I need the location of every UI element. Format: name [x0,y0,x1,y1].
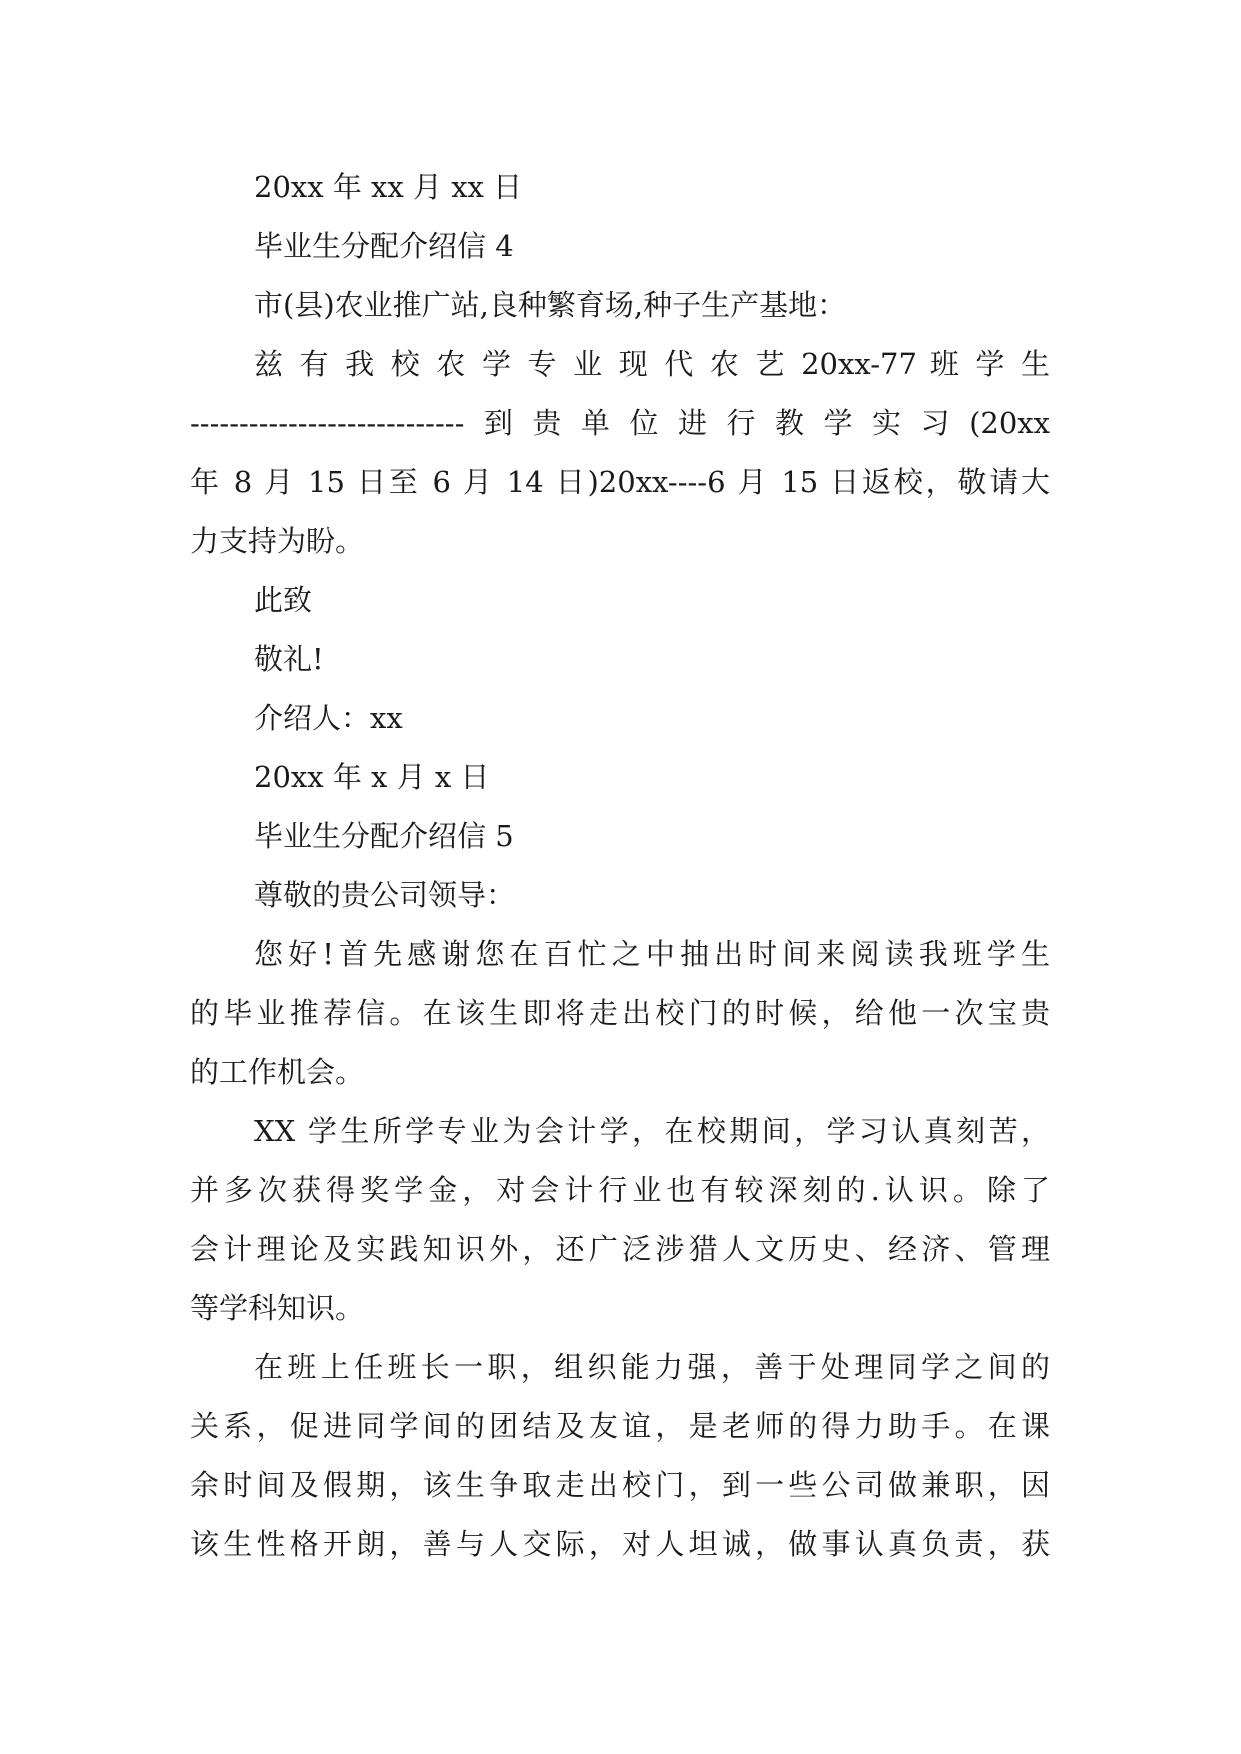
body-line: 并多次获得奖学金，对会计行业也有较深刻的.认识。除了 [190,1173,1050,1207]
date-line-1: 20xx 年 xx 月 xx 日 [254,170,523,204]
date-line-2: 20xx 年 x 月 x 日 [254,760,490,794]
letter-title-5: 毕业生分配介绍信 5 [254,819,514,853]
body-line: 余时间及假期，该生争取走出校门，到一些公司做兼职，因 [190,1468,1050,1502]
body-line: XX 学生所学专业为会计学，在校期间，学习认真刻苦， [254,1114,1050,1148]
salutation-line: 敬礼! [254,642,324,676]
closing-line: 此致 [254,583,313,617]
body-line: 会计理论及实践知识外，还广泛涉猎人文历史、经济、管理 [190,1232,1050,1266]
body-line: 的工作机会。 [190,1055,365,1089]
recipient-line-4: 市(县)农业推广站,良种繁育场,种子生产基地： [254,288,847,322]
body-line: 您好!首先感谢您在百忙之中抽出时间来阅读我班学生 [254,937,1050,971]
body-line: 等学科知识。 [190,1291,365,1325]
body-line: 该生性格开朗，善与人交际，对人坦诚，做事认真负责，获 [190,1527,1050,1561]
body-line: 年 8 月 15 日至 6 月 14 日)20xx----6 月 15 日返校，敬请大 [190,465,1050,499]
body-line: ----------------------------到贵单位进行教学实习(20xx [190,406,1050,440]
introducer-line: 介绍人：xx [254,701,403,735]
body-line: 兹 有 我 校 农 学 专 业 现 代 农 艺 20xx-77 班 学 生 [254,347,1050,381]
document-body [190,158,1050,1574]
body-line: 关系，促进同学间的团结及友谊，是老师的得力助手。在课 [190,1409,1050,1443]
body-line: 在班上任班长一职，组织能力强，善于处理同学之间的 [254,1350,1050,1384]
body-line: 的毕业推荐信。在该生即将走出校门的时候，给他一次宝贵 [190,996,1050,1030]
letter-title-4: 毕业生分配介绍信 4 [254,229,514,263]
body-line: 力支持为盼。 [190,524,365,558]
recipient-line-5: 尊敬的贵公司领导： [254,878,516,912]
